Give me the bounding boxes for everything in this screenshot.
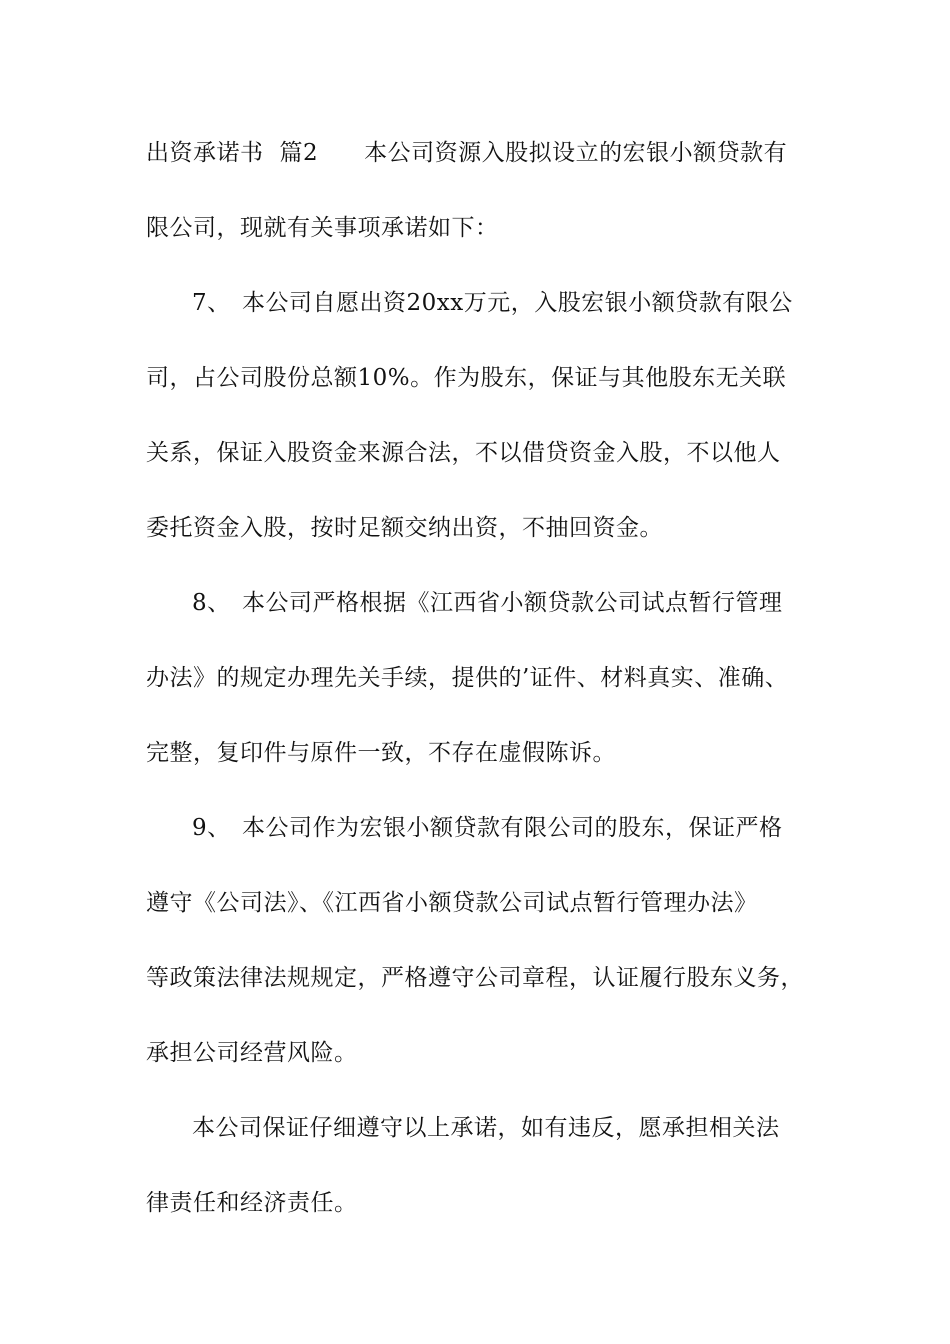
item-7-number: 7、 [192,290,231,316]
item-7-line-1 [192,283,836,323]
item-8-number: 8、 [192,590,231,616]
item-9-number: 9、 [192,815,231,841]
section-label: 篇2 [279,140,319,166]
intro-text-start: 本公司资源入股拟设立的宏银小额贷款有 [364,140,788,166]
intro-line-2: 限公司，现就有关事项承诺如下： [146,215,499,241]
item-9-text-1: 本公司作为宏银小额贷款有限公司的股东，保证严格 [242,815,783,841]
item-8-line-2: 办法》的规定办理先关手续，提供的’证件、材料真实、准确、 [146,665,789,691]
document-title: 出资承诺书 [146,140,264,166]
closing-line-2: 律责任和经济责任。 [146,1190,358,1216]
heading-line [146,133,836,173]
item-8-line-3: 完整，复印件与原件一致，不存在虚假陈诉。 [146,740,616,766]
item-7-text-1: 本公司自愿出资20xx万元，入股宏银小额贷款有限公 [242,290,793,316]
item-8-text-1: 本公司严格根据《江西省小额贷款公司试点暂行管理 [242,590,783,616]
item-9-line-1 [192,808,836,848]
item-9-line-4: 承担公司经营风险。 [146,1040,358,1066]
item-7-line-3: 关系，保证入股资金来源合法，不以借贷资金入股，不以他人 [146,440,781,466]
item-9-line-2: 遵守《公司法》、《江西省小额贷款公司试点暂行管理办法》 [146,890,758,916]
item-9-line-3: 等政策法律法规规定，严格遵守公司章程，认证履行股东义务， [146,965,804,991]
closing-line-1: 本公司保证仔细遵守以上承诺，如有违反，愿承担相关法 [192,1115,780,1141]
item-7-line-2: 司，占公司股份总额10%。作为股东，保证与其他股东无关联 [146,365,787,391]
item-7-line-4: 委托资金入股，按时足额交纳出资，不抽回资金。 [146,515,663,541]
item-8-line-1 [192,583,836,623]
